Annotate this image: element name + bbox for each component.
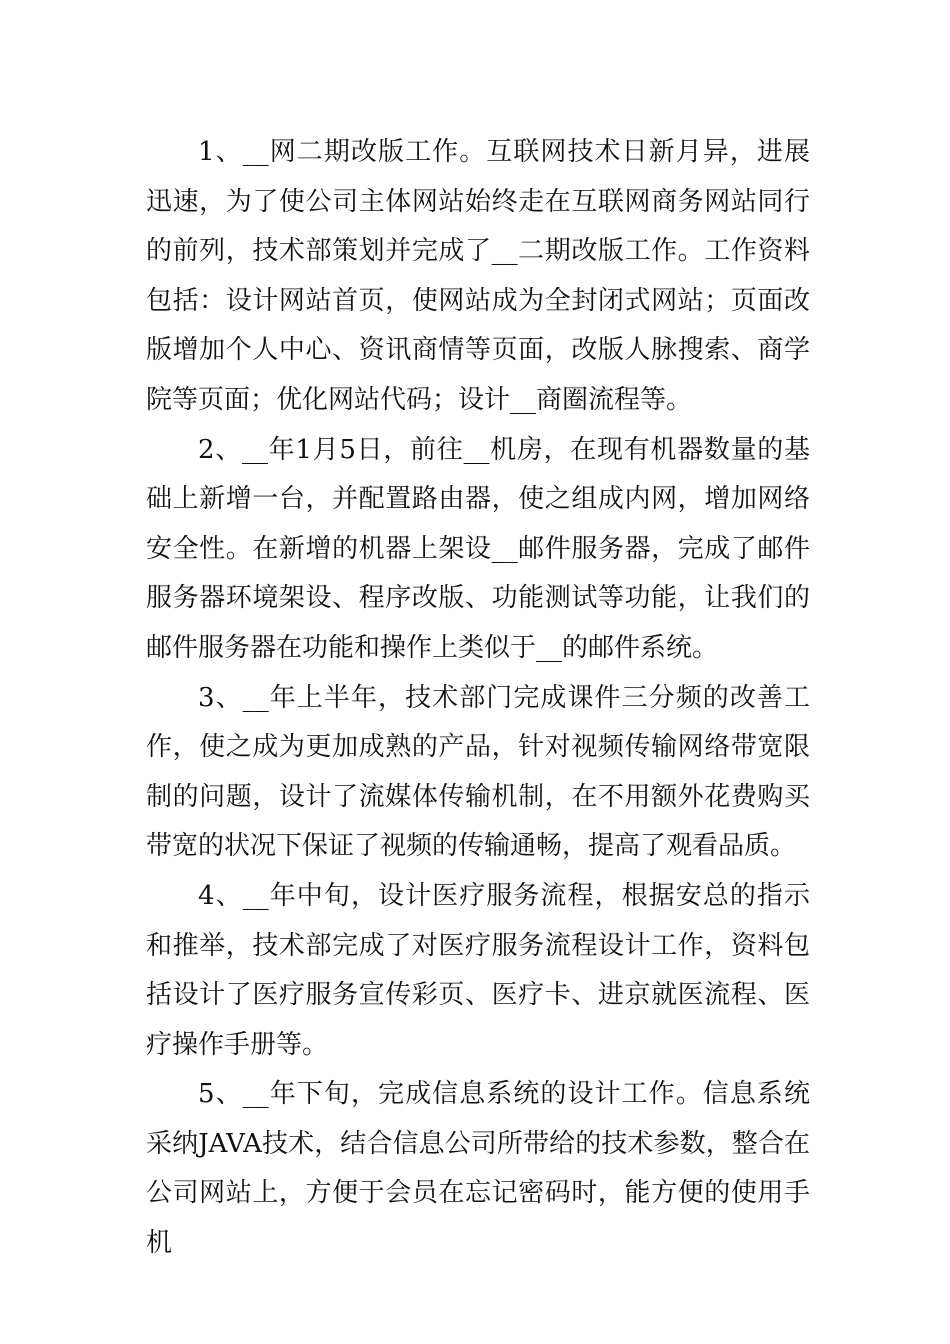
paragraph-1: 1、__网二期改版工作。互联网技术日新月异，进展迅速，为了使公司主体网站始终走在互联网商务网站同行的前列，技术部策划并完成了__二期改版工作。工作资料包括：设计网站首页，使网站成为全封闭式网站；页面改版增加个人中心、资讯商情等页面，改版人脉搜索、商学院等页面；优化网站代码；设计__商圈流程等。 (146, 137, 810, 415)
paragraph-2: 2、__年1月5日，前往__机房，在现有机器数量的基础上新增一台，并配置路由器，使之组成内网，增加网络安全性。在新增的机器上架设__邮件服务器，完成了邮件服务器环境架设、程序改版、功能测试等功能，让我们的邮件服务器在功能和操作上类似于__的邮件系统。 (146, 434, 810, 663)
paragraph-3: 3、__年上半年，技术部门完成课件三分频的改善工作，使之成为更加成熟的产品，针对视频传输网络带宽限制的问题，设计了流媒体传输机制，在不用额外花费购买带宽的状况下保证了视频的传输通畅，提高了观看品质。 (146, 682, 810, 862)
paragraph-5: 5、__年下旬，完成信息系统的设计工作。信息系统采纳JAVA技术，结合信息公司所带给的技术参数，整合在公司网站上，方便于会员在忘记密码时，能方便的使用手机 (146, 1079, 810, 1259)
document-body (146, 128, 810, 1269)
paragraph-4: 4、__年中旬，设计医疗服务流程，根据安总的指示和推举，技术部完成了对医疗服务流程设计工作，资料包括设计了医疗服务宣传彩页、医疗卡、进京就医流程、医疗操作手册等。 (146, 880, 810, 1060)
